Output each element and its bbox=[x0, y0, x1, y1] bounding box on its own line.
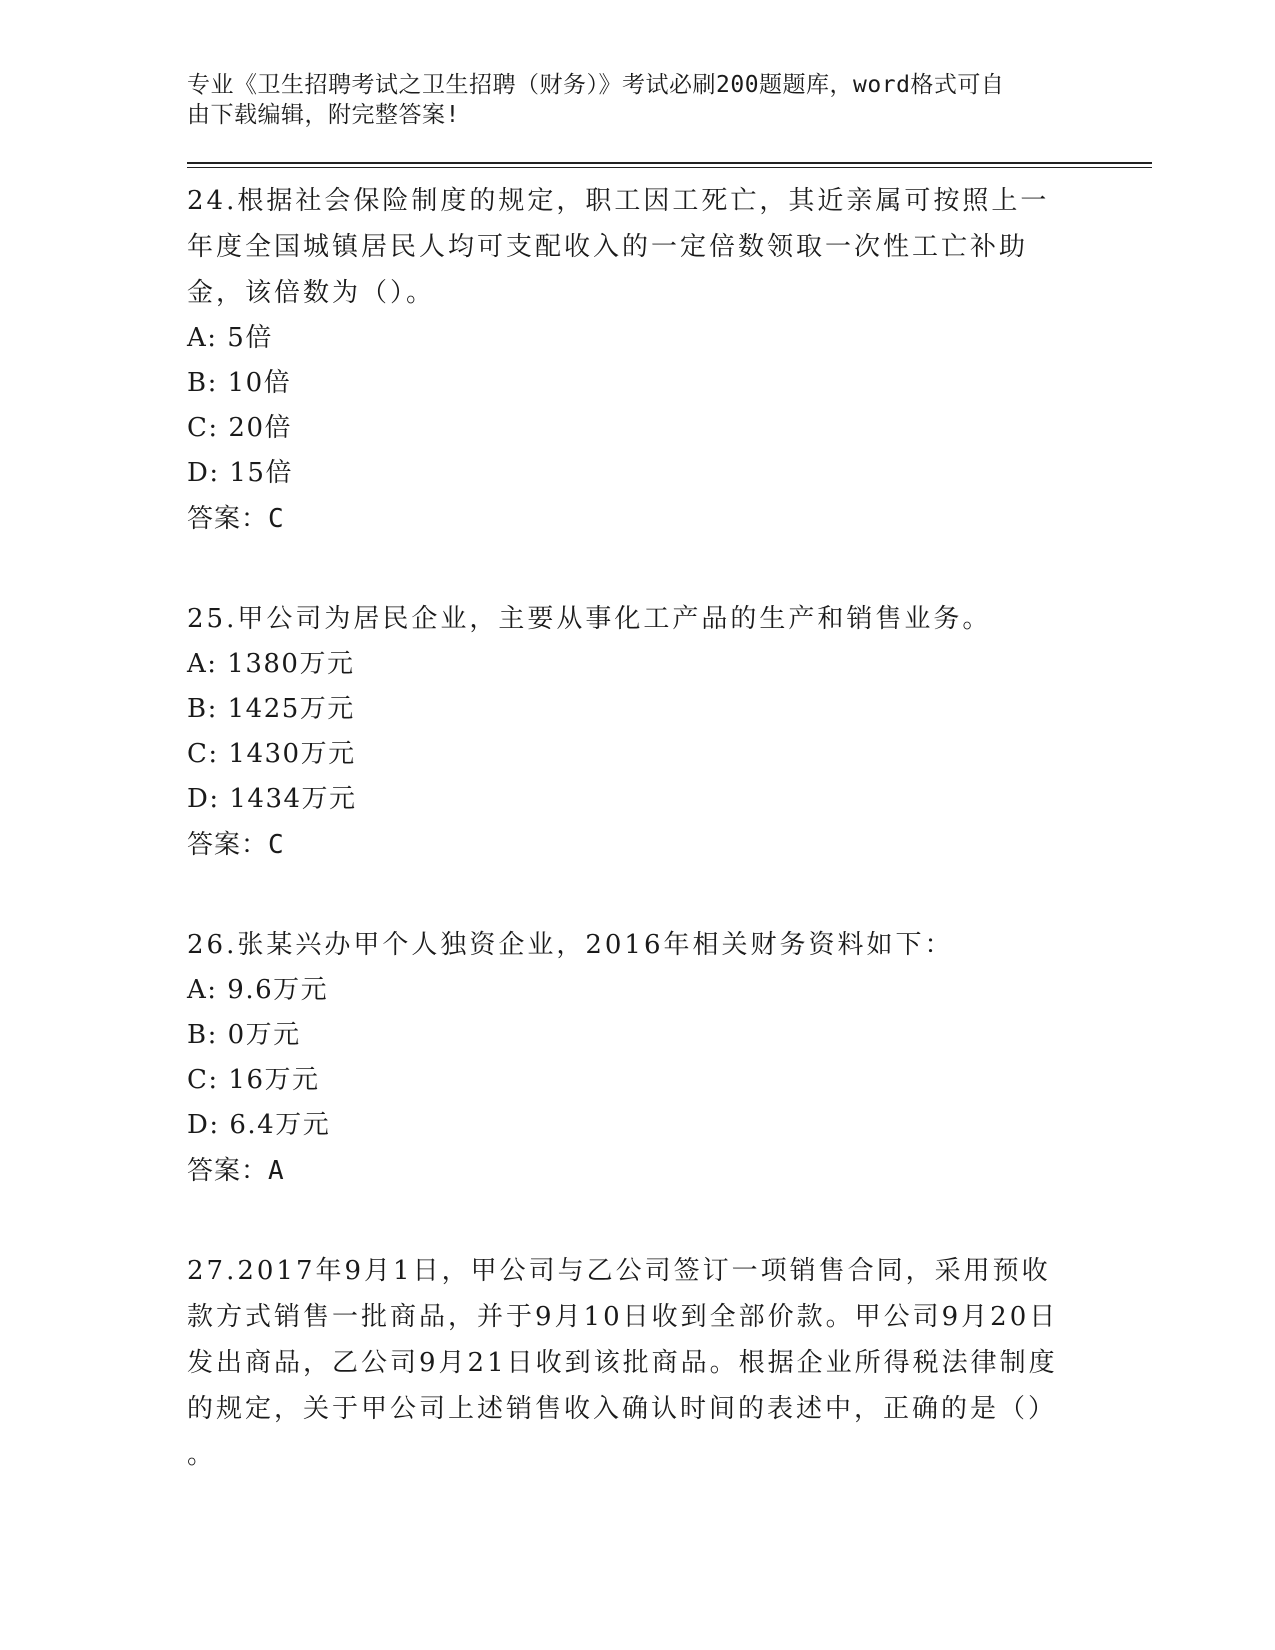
question-stem: 26.张某兴办甲个人独资企业，2016年相关财务资料如下： bbox=[187, 930, 954, 960]
option-d: D: 15倍 bbox=[187, 458, 293, 488]
answer-line: 答案：C bbox=[187, 504, 285, 534]
question-stem: 25.甲公司为居民企业，主要从事化工产品的生产和销售业务。 bbox=[187, 604, 992, 634]
answer-line: 答案：A bbox=[187, 1156, 285, 1186]
question-stem: 24.根据社会保险制度的规定，职工因工死亡，其近亲属可按照上一年度全国城镇居民人均可支配收入的一定倍数领取一次性工亡补助金，该倍数为（）。 bbox=[187, 186, 1050, 308]
option-b: B: 10倍 bbox=[187, 368, 292, 398]
question-stem-tail: 。 bbox=[187, 1440, 217, 1470]
question-25 bbox=[187, 596, 1147, 868]
option-d: D: 6.4万元 bbox=[187, 1110, 331, 1140]
question-24 bbox=[187, 178, 1147, 542]
option-b: B: 1425万元 bbox=[187, 694, 355, 724]
header-divider bbox=[187, 162, 1152, 168]
option-c: C: 16万元 bbox=[187, 1065, 320, 1095]
option-a: A: 9.6万元 bbox=[187, 975, 329, 1005]
question-26 bbox=[187, 922, 1147, 1194]
option-a: A: 5倍 bbox=[187, 323, 273, 353]
answer-line: 答案：C bbox=[187, 830, 285, 860]
option-c: C: 20倍 bbox=[187, 413, 293, 443]
document-page bbox=[187, 70, 1147, 1478]
option-b: B: 0万元 bbox=[187, 1020, 301, 1050]
option-a: A: 1380万元 bbox=[187, 649, 355, 679]
question-stem: 27.2017年9月1日，甲公司与乙公司签订一项销售合同，采用预收款方式销售一批商品，并于9月10日收到全部价款。甲公司9月20日发出商品，乙公司9月21日收到该批商品。根据企业所得税法律制度的规定，关于甲公司上述销售收入确认时间的表述中，正确的是（） bbox=[187, 1256, 1059, 1424]
header-line-2: 由下载编辑，附完整答案! bbox=[187, 102, 460, 128]
option-c: C: 1430万元 bbox=[187, 739, 356, 769]
header-line-1: 专业《卫生招聘考试之卫生招聘（财务）》考试必刷200题题库，word格式可自 bbox=[187, 72, 1005, 98]
question-27 bbox=[187, 1248, 1147, 1478]
document-header bbox=[187, 70, 1067, 130]
option-d: D: 1434万元 bbox=[187, 784, 357, 814]
